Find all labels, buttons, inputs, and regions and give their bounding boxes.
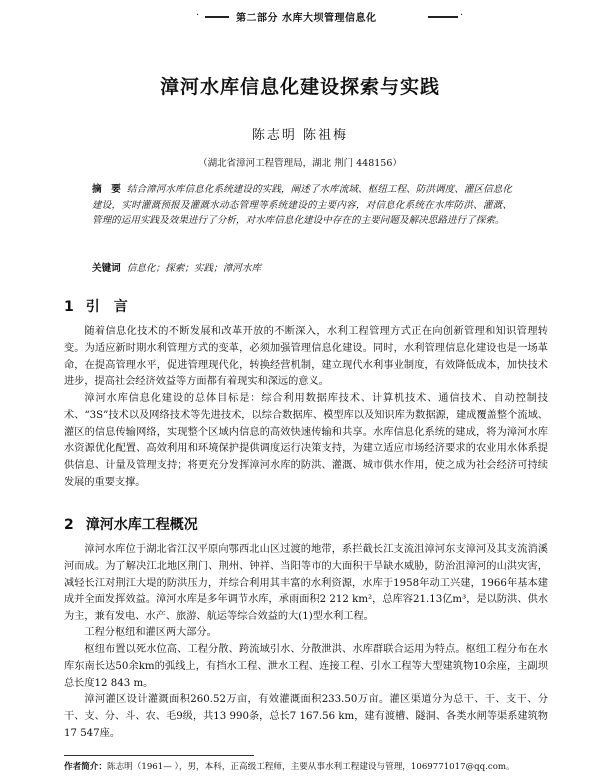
header-rule-left bbox=[205, 16, 229, 18]
authors: 陈志明 陈祖梅 bbox=[251, 128, 349, 143]
section-1-paragraph: 随着信息化技术的不断发展和改革开放的不断深入，水利工程管理方式正在向创新管理和知识管理转变。为适应新时期水利管理方式的变革，必须加强管理信息化建设。同时，水利管理信息化建设也是一场革命，在提高管理水平，促进管理现代化，转换经营机制，建立现代水利事业制度，有效降低成本，加快技术进步，提高社会经济效益等方面都有着现实和深远的意义。 bbox=[64, 326, 548, 388]
section-2-paragraph: 枢纽布置以死水位高、工程分散、跨流域引水、分散泄洪、水库群联合运用为特点。枢纽工程分布在水库东南长达50余km的弧线上，有挡水工程、泄水工程、连接工程、引水工程等大型建筑物10余座，主副坝总长度12 843 m。 bbox=[64, 644, 548, 689]
section-1-title: 引 言 bbox=[85, 299, 128, 315]
affiliation: （湖北省漳河工程管理局，湖北 荆门 448156） bbox=[198, 158, 402, 169]
section-1-paragraph: 漳河水库信息化建设的总体目标是：综合利用数据库技术、计算机技术、通信技术、自动控制技术、“3S”技术以及网络技术等先进技术，以综合数据库、模型库以及知识库为数据源，建成覆盖整个流域、灌区的信息传输网络，实现整个区域内信息的高效快速传输和共享。水库信息化系统的建成，将为漳河水库水资源优化配置、高效利用和环境保护提供调度运行决策支持，为建立适应市场经济要求的农业用水体系提供信息、计量及管理支持；将更充分发挥漳河水库的防洪、灌溉、城市供水作用，使之成为社会经济可持续发展的重要支撑。 bbox=[64, 393, 548, 488]
section-1-number: 1 bbox=[64, 299, 74, 315]
footnote-label: 作者简介： bbox=[64, 762, 107, 772]
header-text: 第二部分 水库大坝管理信息化 bbox=[236, 13, 377, 24]
header-dot-left: · bbox=[196, 10, 200, 21]
footnote-rule bbox=[64, 755, 254, 756]
footnote-text: 陈志明（1961— ），男，本科，正高级工程师，主要从事水利工程建设与管理，1069771017@qq.com。 bbox=[106, 762, 515, 772]
paper-title: 漳河水库信息化建设探索与实践 bbox=[159, 76, 440, 98]
keywords bbox=[92, 260, 512, 274]
section-1-heading bbox=[64, 296, 128, 316]
section-2-paragraph: 工程分枢纽和灌区两大部分。 bbox=[84, 627, 217, 638]
abstract-label: 摘 要 bbox=[92, 184, 121, 195]
header-dot-right: · bbox=[460, 10, 464, 21]
section-2-paragraph: 漳河灌区设计灌溉面积260.52万亩，有效灌溉面积233.50万亩。灌区渠道分为总干、干、支干、分干、支、分、斗、农、毛9级，共13 990条，总长7 167.56 km，建有渡槽、隧洞、各类水闸等渠系建筑物17 547座。 bbox=[64, 694, 548, 739]
section-2-number: 2 bbox=[64, 517, 74, 533]
keywords-label: 关键词 bbox=[92, 263, 121, 274]
abstract bbox=[92, 182, 512, 229]
running-header bbox=[0, 8, 600, 24]
section-2-title: 漳河水库工程概况 bbox=[85, 517, 198, 533]
section-2-heading bbox=[64, 514, 198, 534]
keywords-text: 信息化；探索；实践；漳河水库 bbox=[126, 263, 262, 274]
header-rule-right bbox=[428, 16, 458, 18]
section-2-paragraph: 漳河水库位于湖北省江汉平原向鄂西北山区过渡的地带，系拦截长江支流沮漳河东支漳河及其支流消溪河而成。为了解决江北地区荆门、荆州、钟祥、当阳等市的大面积干旱缺水威胁，防治沮漳河的山洪灾害，减轻长江对荆江大堤的防洪压力，并综合利用其丰富的水利资源，水库于1958年动工兴建，1966年基本建成并全面发挥效益。漳河水库是多年调节水库，承雨面积2 212 km²，总库容21.13亿m³，是以防洪、供水为主，兼有发电、水产、旅游、航运等综合效益的大(1)型水利工程。 bbox=[64, 544, 548, 623]
author-footnote bbox=[64, 760, 564, 772]
abstract-text: 结合漳河水库信息化系统建设的实践，阐述了水库流域、枢纽工程、防洪调度、灌区信息化建设，实时灌溉预报及灌溉水动态管理等系统建设的主要内容，对信息化系统在水库防洪、灌溉、管理的运用实践及效果进行了分析，对水库信息化建设中存在的主要问题及解决思路进行了探索。 bbox=[92, 184, 513, 226]
